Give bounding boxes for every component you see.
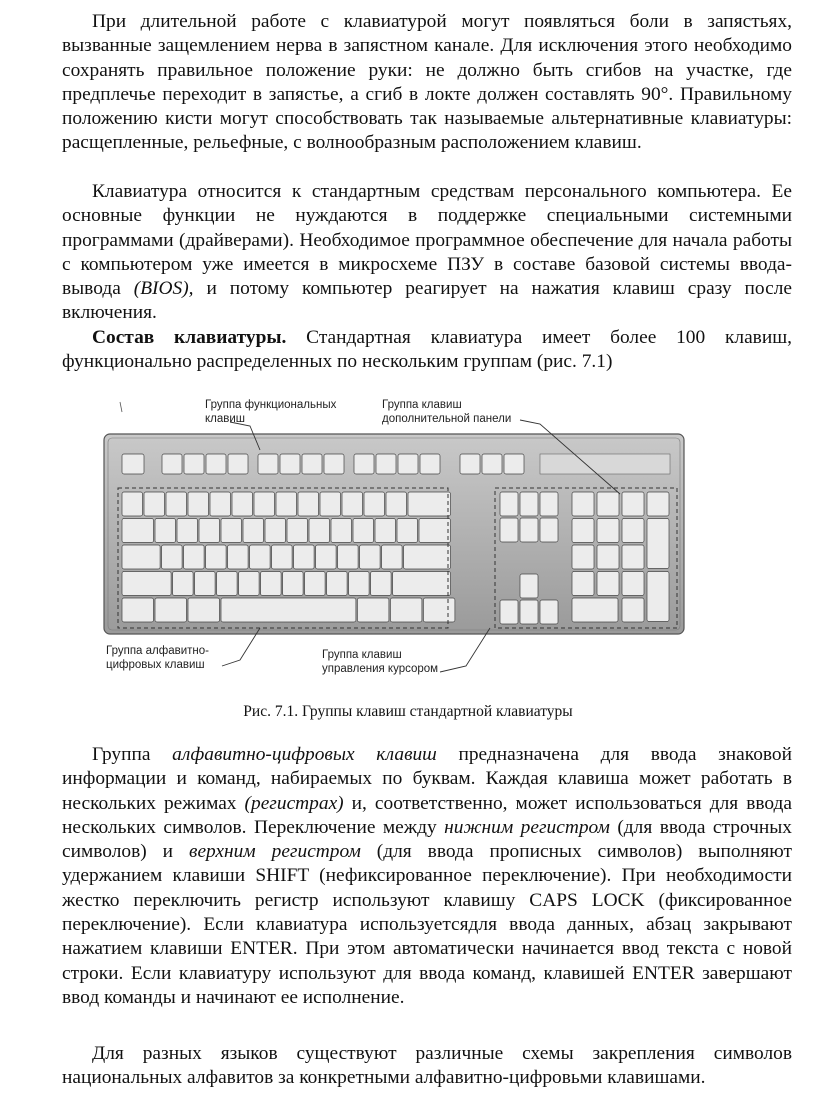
keyboard-key: [280, 454, 300, 474]
keyboard-key: [199, 519, 220, 543]
callout-numpad-line1: Группа клавиш: [382, 399, 462, 411]
keyboard-key: [302, 454, 322, 474]
keyboard-key: [122, 519, 154, 543]
keyboard-key: [364, 492, 385, 516]
keyboard-key: [320, 492, 341, 516]
paragraph-keyboard-standard: [62, 180, 792, 326]
keyboard-key: [294, 545, 315, 569]
keyboard-key: [520, 574, 538, 598]
keyboard-key: [184, 454, 204, 474]
keyboard-key: [360, 545, 381, 569]
indicator-panel: [540, 454, 670, 474]
keyboard-key: [195, 572, 216, 596]
keyboard-key: [597, 519, 619, 543]
keyboard-key: [404, 545, 451, 569]
keyboard-key: [572, 572, 594, 596]
paragraph-national-layouts: Для разных языков существуют различные схемы закрепления символов национальных алфавитов за конкретными алфавитно-цифровьми клавишами.: [62, 1043, 792, 1089]
keyboard-figure: [100, 390, 700, 690]
keyboard-key: [122, 572, 171, 596]
figure-caption: Рис. 7.1. Группы клавиш стандартной клавиатуры: [243, 703, 573, 720]
keyboard-key: [622, 545, 644, 569]
keyboard-key: [206, 454, 226, 474]
callout-numpad: [382, 398, 511, 426]
term-lower-register: нижним регистром: [444, 816, 610, 838]
keyboard-key: [622, 519, 644, 543]
keyboard-key: [309, 519, 330, 543]
callout-function-keys: [205, 398, 336, 426]
keyboard-key: [540, 600, 558, 624]
keyboard-key: [250, 545, 271, 569]
keyboard-key: [122, 454, 144, 474]
keyboard-key: [572, 545, 594, 569]
keyboard-key: [353, 519, 374, 543]
p2-text-before: Клавиатура относится к стандартным средствам персонального компьютера. Ее основные функции не нуждаются в поддержке специальными системными программами (драйверами). Необходимое программное обеспечение для начала работы с компьютером уже имеется в микросхеме ПЗУ в составе базовой системы ввода-вывода: [62, 181, 792, 300]
keyboard-key: [540, 492, 558, 516]
callout-cursor-line1: Группа клавиш: [322, 649, 402, 661]
keyboard-key: [243, 519, 264, 543]
keyboard-key: [408, 492, 451, 516]
callout-alnum: [106, 644, 209, 672]
keyboard-key: [382, 545, 403, 569]
keyboard-key: [298, 492, 319, 516]
keyboard-key: [122, 492, 143, 516]
keyboard-key: [188, 492, 209, 516]
keyboard-key: [520, 518, 538, 542]
keyboard-key: [166, 492, 187, 516]
keyboard-key: [342, 492, 363, 516]
keyboard-key: [572, 492, 594, 516]
keyboard-key: [324, 454, 344, 474]
keyboard-key: [376, 454, 396, 474]
p4-a: Группа: [92, 744, 173, 765]
keyboard-key: [327, 572, 348, 596]
keyboard-key: [622, 572, 644, 596]
keyboard-key: [173, 572, 194, 596]
callout-numpad-line2: дополнительной панели: [382, 413, 512, 425]
keyboard-key: [398, 454, 418, 474]
paragraph-wrist-pain: При длительной работе с клавиатурой могут появляться боли в запястьях, вызванные защемлением нерва в запястном канале. Для исключения этого необходимо сохранять правильное положение руки: не должно быть сгибов на участке, где предплечье переходит в запястье, а сгиб в локте должен составлять 90°. Правильному положению кисти могут способствовать так называемые альтернативные клавиатуры: расщепленные, рельефные, с волнообразным расположением клавиш.: [62, 11, 792, 154]
callout-function-keys-line2: клавиш: [205, 413, 246, 425]
keyboard-key: [228, 454, 248, 474]
keyboard-key: [305, 572, 326, 596]
p4-d: (для ввода строчных символов) и: [62, 816, 792, 863]
keyboard-key: [258, 454, 278, 474]
keyboard-key: [338, 545, 359, 569]
keyboard-key: [622, 598, 644, 622]
keyboard-key: [647, 492, 669, 516]
keyboard-key: [221, 519, 242, 543]
keyboard-key: [354, 454, 374, 474]
keyboard-key: [647, 519, 669, 569]
paragraph-keyboard-composition: [62, 326, 792, 375]
keyboard-key: [122, 545, 160, 569]
keyboard-key: [572, 598, 618, 622]
keyboard-key: [228, 545, 249, 569]
term-upper-register: верхним регистром: [189, 841, 361, 863]
keyboard-key: [597, 545, 619, 569]
keyboard-key: [254, 492, 275, 516]
keyboard-key: [239, 572, 260, 596]
keyboard-key: [221, 598, 356, 622]
keyboard-key: [287, 519, 308, 543]
keyboard-key: [265, 519, 286, 543]
callout-function-keys-line1: Группа функциональных: [205, 399, 337, 411]
callout-alnum-line1: Группа алфавитно-: [106, 645, 209, 657]
keyboard-key: [122, 598, 154, 622]
keyboard-key: [419, 519, 451, 543]
keyboard-key: [375, 519, 396, 543]
term-alnum-keys: алфавитно-цифровых клавиш: [172, 744, 437, 765]
p2-text-after: и потому компьютер реагирует на нажатия клавиш сразу после включения.: [62, 278, 792, 324]
keyboard-key: [331, 519, 352, 543]
keyboard-key: [520, 600, 538, 624]
keyboard-key: [371, 572, 392, 596]
callout-alnum-line2: цифровых клавиш: [106, 659, 205, 671]
p2-bios-term: (BIOS),: [133, 278, 194, 300]
keyboard-key: [540, 518, 558, 542]
keyboard-key: [316, 545, 337, 569]
keyboard-key: [572, 519, 594, 543]
keyboard-key: [390, 598, 422, 622]
keyboard-key: [217, 572, 238, 596]
keyboard-key: [177, 519, 198, 543]
p4-c: и, соответственно, может использоваться для ввода нескольких символов. Переключение между: [62, 792, 792, 838]
keyboard-key: [261, 572, 282, 596]
keyboard-key: [597, 572, 619, 596]
keyboard-key: [420, 454, 440, 474]
keyboard-key: [155, 519, 176, 543]
p4-b: предназначена для ввода знаковой информации и команд, набираемых по буквам. Каждая клавиша может работать в нескольких режимах: [62, 744, 792, 814]
keyboard-key: [500, 600, 518, 624]
keyboard-key: [622, 492, 644, 516]
keyboard-key: [423, 598, 455, 622]
keyboard-key: [188, 598, 220, 622]
keyboard-key: [144, 492, 165, 516]
term-registers: (регистрах): [244, 792, 344, 814]
keyboard-key: [482, 454, 502, 474]
p4-e: (для ввода прописных символов) выполняют удержанием клавиши SHIFT (нефиксированное переключение). При необходимости жестко переключить регистр используют клавишу CAPS LOCK (фиксированное переключение). Если клавиатура используетсядля ввода данных, абзац закрывают нажатием клавиши ENTER. При этом автоматически начинается ввод текста с новой строки. Если клавиатуру используют для ввода команд, клавишей ENTER завершают ввод команды и начинают ее исполнение.: [62, 841, 792, 1008]
keyboard-key: [283, 572, 304, 596]
paragraph-alnum-keys: [62, 743, 792, 1010]
keyboard-key: [206, 545, 227, 569]
p3-text: Стандартная клавиатура имеет более 100 клавиш, функционально распределенных по нескольким группам (рис. 7.1): [62, 327, 792, 373]
keyboard-key: [647, 572, 669, 622]
keyboard-key: [210, 492, 231, 516]
keyboard-key: [184, 545, 205, 569]
keyboard-key: [232, 492, 253, 516]
keyboard-key: [460, 454, 480, 474]
keyboard-key: [386, 492, 407, 516]
keyboard-key: [397, 519, 418, 543]
keyboard-key: [597, 492, 619, 516]
keyboard-key: [504, 454, 524, 474]
callout-cursor: [322, 648, 438, 676]
keyboard-key: [272, 545, 293, 569]
keyboard-key: [500, 518, 518, 542]
keyboard-key: [349, 572, 370, 596]
keyboard-key: [393, 572, 451, 596]
keyboard-key: [162, 454, 182, 474]
callout-cursor-line2: управления курсором: [322, 663, 439, 675]
keyboard-key: [520, 492, 538, 516]
keyboard-key: [276, 492, 297, 516]
keyboard-key: [357, 598, 389, 622]
keyboard-key: [162, 545, 183, 569]
keyboard-key: [500, 492, 518, 516]
keyboard-key: [155, 598, 187, 622]
section-heading-composition: Состав клавиатуры.: [92, 327, 287, 348]
